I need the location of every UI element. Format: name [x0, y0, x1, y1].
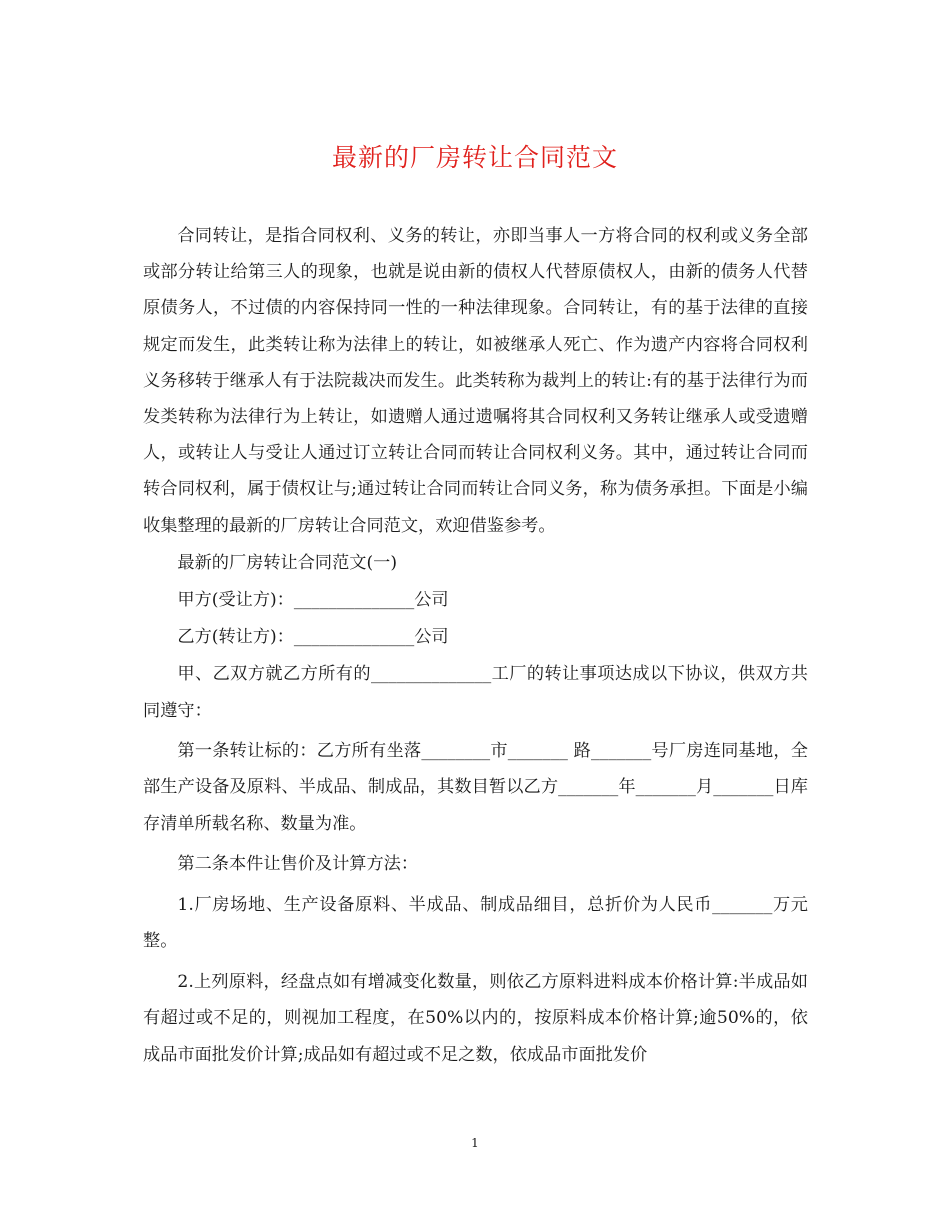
article-one: 第一条转让标的：乙方所有坐落________市_______ 路_______号厂房连同基地，全部生产设备及原料、半成品、制成品，其数目暂以乙方_______年_______月_______日库存清单所载名称、数量为准。: [143, 740, 808, 834]
party-a-line: 甲方(受让方)：______________公司: [177, 590, 449, 611]
article-two-heading: 第二条本件让售价及计算方法：: [177, 854, 419, 875]
party-b-line: 乙方(转让方)：______________公司: [177, 627, 449, 648]
article-two-item-1: 1.厂房场地、生产设备原料、半成品、制成品细目，总折价为人民币_______万元整。: [143, 894, 808, 952]
document-body: [143, 218, 808, 1074]
agreement-preamble: 甲、乙双方就乙方所有的______________工厂的转让事项达成以下协议，供双方共同遵守：: [143, 664, 808, 721]
article-two-item-2: 2.上列原料，经盘点如有增减变化数量，则依乙方原料进料成本价格计算:半成品如有超过或不足的，则视加工程度，在50%以内的，按原料成本价格计算;逾50%的，依成品市面批发价计算;成品如有超过或不足之数，依成品市面批发价: [143, 971, 808, 1065]
intro-paragraph: 合同转让，是指合同权利、义务的转让，亦即当事人一方将合同的权利或义务全部或部分转让给第三人的现象，也就是说由新的债权人代替原债权人，由新的债务人代替原债务人，不过债的内容保持同一性的一种法律现象。合同转让，有的基于法律的直接规定而发生，此类转让称为法律上的转让，如被继承人死亡、作为遗产内容将合同权利义务移转于继承人有于法院裁决而发生。此类转称为裁判上的转让:有的基于法律行为而发类转称为法律行为上转让，如遗赠人通过遗嘱将其合同权利又务转让继承人或受遗赠人，或转让人与受让人通过订立转让合同而转让合同权利义务。其中，通过转让合同而转合同权利，属于债权让与;通过转让合同而转让合同义务，称为债务承担。下面是小编收集整理的最新的厂房转让合同范文，欢迎借鉴参考。: [143, 226, 808, 536]
page-number: 1: [471, 1136, 479, 1150]
contract-heading: 最新的厂房转让合同范文(一): [177, 552, 398, 573]
document-title: 最新的厂房转让合同范文: [331, 143, 618, 172]
